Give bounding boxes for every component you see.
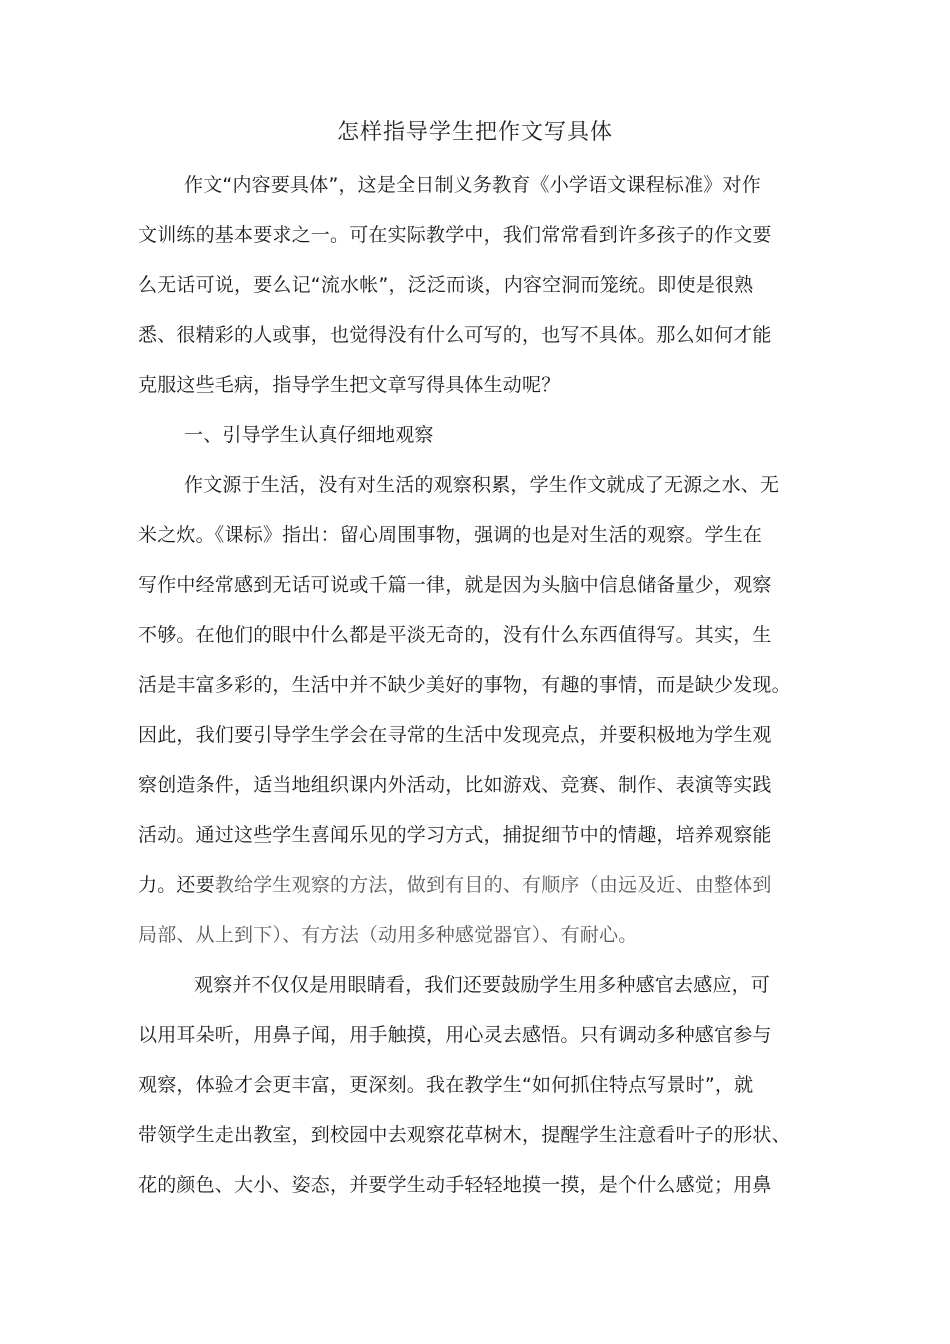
paragraph-line: 克服这些毛病，指导学生把文章写得具体生动呢？ — [138, 374, 561, 396]
paragraph-line: 写作中经常感到无话可说或千篇一律，就是因为头脑中信息储备量少，观察 — [138, 574, 772, 596]
line-segment: 力。还要 — [138, 874, 215, 896]
paragraph-line: 作文源于生活，没有对生活的观察积累，学生作文就成了无源之水、无 — [184, 474, 780, 496]
paragraph-line: 不够。在他们的眼中什么都是平淡无奇的，没有什么东西值得写。其实，生 — [138, 624, 772, 646]
paragraph-line: 悉、很精彩的人或事，也觉得没有什么可写的，也写不具体。那么如何才能 — [138, 324, 772, 346]
paragraph-line: 局部、从上到下）、有方法（动用多种感觉器官）、有耐心。 — [138, 924, 638, 946]
section-heading: 一、引导学生认真仔细地观察 — [184, 424, 434, 446]
paragraph-line: 以用耳朵听，用鼻子闻，用手触摸，用心灵去感悟。只有调动多种感官参与 — [138, 1024, 772, 1046]
paragraph-line: 观察并不仅仅是用眼睛看，我们还要鼓励学生用多种感官去感应，可 — [194, 974, 771, 996]
paragraph-line: 活动。通过这些学生喜闻乐见的学习方式，捕捉细节中的情趣，培养观察能 — [138, 824, 772, 846]
paragraph-line: 观察，体验才会更丰富，更深刻。我在教学生“如何抓住特点写景时”，就 — [138, 1074, 754, 1096]
paragraph-line: 作文“内容要具体”，这是全日制义务教育《小学语文课程标准》对作 — [184, 174, 761, 196]
paragraph-line: 察创造条件，适当地组织课内外活动，比如游戏、竞赛、制作、表演等实践 — [138, 774, 772, 796]
paragraph-line: 活是丰富多彩的，生活中并不缺少美好的事物，有趣的事情，而是缺少发现。 — [138, 674, 791, 696]
line-segment-grey: 教给学生观察的方法，做到有目的、有顺序（由远及近、由整体到 — [214, 874, 772, 896]
paragraph-line: 米之炊。《课标》指出：留心周围事物，强调的也是对生活的观察。学生在 — [138, 524, 763, 546]
document-body — [138, 160, 828, 1210]
paragraph-line: 因此，我们要引导学生学会在寻常的生活中发现亮点，并要积极地为学生观 — [138, 724, 772, 746]
document-title: 怎样指导学生把作文写具体 — [336, 120, 613, 145]
paragraph-line: 么无话可说，要么记“流水帐”，泛泛而谈，内容空洞而笼统。即使是很熟 — [138, 274, 754, 296]
paragraph-line: 花的颜色、大小、姿态，并要学生动手轻轻地摸一摸，是个什么感觉；用鼻 — [138, 1174, 772, 1196]
paragraph-line: 文训练的基本要求之一。可在实际教学中，我们常常看到许多孩子的作文要 — [138, 224, 772, 246]
paragraph-line: 带领学生走出教室，到校园中去观察花草树木，提醒学生注意看叶子的形状、 — [138, 1124, 791, 1146]
paragraph-line — [138, 860, 828, 910]
